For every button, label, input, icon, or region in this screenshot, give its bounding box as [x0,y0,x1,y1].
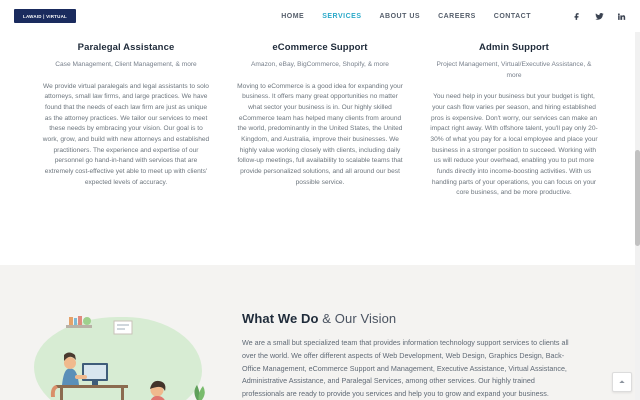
facebook-icon[interactable] [573,12,582,21]
page-scrollbar[interactable] [635,0,640,400]
chevron-up-icon [618,378,626,386]
what-we-do-text [242,287,572,400]
nav-item-home[interactable]: HOME [281,12,305,20]
service-body: You need help in your business but your budget is tight, your cash flow varies per season, and hiring established pros is expensive. Don't worry, our services can make an impact right away. With offshore talent, you'll pay only 20-30% of what you pay for a local employee and place your business in a stronger position to succeed. Working with us will reduce your overhead, enabling you to put more funds directly into income-boosting activities. With us handling parts of your operations, you can focus on your core business, and be more productive. [430,93,598,197]
services-section [0,32,640,265]
linkedin-icon[interactable] [617,12,626,21]
nav-item-services[interactable]: SERVICES [322,12,362,20]
service-body: Moving to eCommerce is a good idea for expanding your business. It offers many great opportunities no matter what sector your business is in. Our highly skilled eCommerce team has helped many clients from around the world, predominantly in the United States, the United Kingdom, and Australia, improve their businesses. We highly value working closely with clients, including daily follow-up meetings, full availability to scalable teams that provide personalized solutions, and all around our best possible service. [237,82,403,186]
what-we-do-title [242,311,572,326]
services-columns [18,42,622,199]
main-nav [281,12,626,21]
what-we-do-title-light: & Our Vision [318,311,397,326]
service-title: Admin Support [479,42,549,53]
service-title: eCommerce Support [272,42,368,53]
what-we-do-body: We are a small but specialized team that provides information technology support services to clients all over the world. We offer different aspects of Web Development, Web Design, Graphics Design, Back-Office Management, eCommerce Support and Management, Executive Assistance, Virtual Assistance, Administrative Assistance, and Paralegal Services, among other services. Our highly trained professionals are ready to provide you services and help you to grow and expand your business. [242,338,569,399]
service-column-ecommerce [232,42,408,199]
service-body: We provide virtual paralegals and legal assistants to solo attorneys, small law firms, and large practices. We have found that the needs of each law firm are just as unique as the attorney practices. We tailor our services to meet these needs by embracing your vision. Our goal is to work, grow, and build with new attorneys and established practitioners. The experience and expertise of our personnel go hand-in-hand with services that are extremely cost-effective yet able to meet up with clients' expected levels of accuracy. [42,82,210,186]
person-at-desk-illustration [26,311,222,400]
service-column-admin [426,42,602,199]
twitter-icon[interactable] [595,12,604,21]
site-header [0,0,640,32]
service-subtitle: Project Management, Virtual/Executive Assistance, & more [436,61,592,79]
what-we-do-title-bold: What We Do [242,311,319,326]
service-column-paralegal [38,42,214,199]
service-subtitle: Amazon, eBay, BigCommerce, Shopify, & more [251,61,389,68]
nav-item-careers[interactable]: CAREERS [438,12,476,20]
social-links [573,12,626,21]
site-logo[interactable] [14,9,76,23]
illustration-svg [26,311,222,400]
service-title: Paralegal Assistance [77,42,175,53]
logo-text: LAWAID | VIRTUAL [23,13,67,19]
page-scrollbar-thumb[interactable] [635,150,640,246]
nav-item-about-us[interactable]: ABOUT US [379,12,421,20]
service-subtitle: Case Management, Client Management, & more [55,61,197,68]
scroll-to-top-button[interactable] [612,372,632,392]
what-we-do-section [0,265,640,400]
nav-item-contact[interactable]: CONTACT [493,12,531,20]
